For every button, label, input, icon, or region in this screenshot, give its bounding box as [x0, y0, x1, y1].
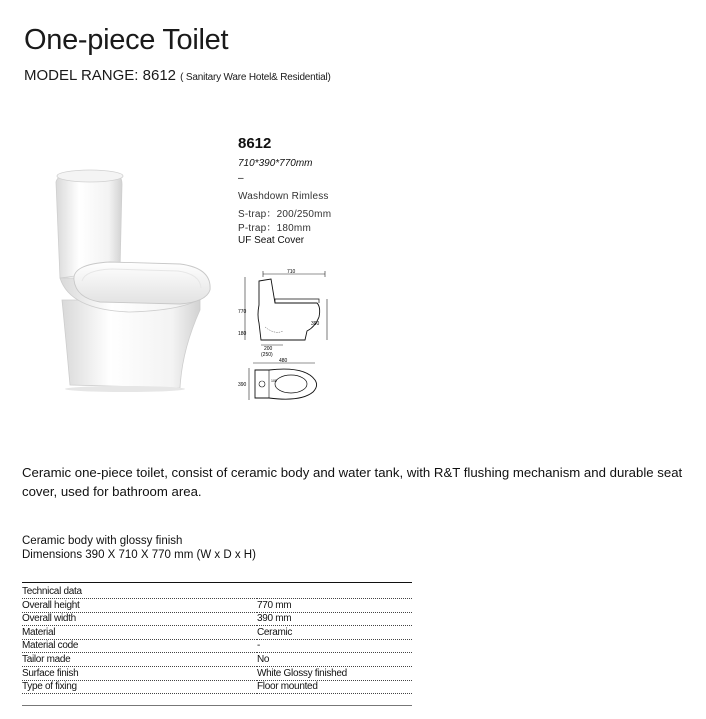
product-model: 8612 [238, 135, 272, 152]
technical-heading: Technical data [22, 583, 412, 599]
row-value: Floor mounted [257, 680, 412, 694]
row-label: Material [22, 626, 257, 640]
product-dash: – [238, 173, 244, 184]
dim-bottom-a: 200 [264, 346, 273, 352]
dim-top: 710 [287, 269, 296, 275]
top-view-drawing [235, 358, 335, 408]
row-value: No [257, 653, 412, 667]
spec-flush: Washdown Rimless [238, 191, 329, 202]
table-row [22, 612, 412, 626]
table-row [22, 680, 412, 694]
row-label: Tailor made [22, 653, 257, 667]
body-dimensions: Dimensions 390 X 710 X 770 mm (W x D x H) [22, 549, 256, 561]
model-range-label: MODEL RANGE: 8612 [24, 67, 176, 84]
dim-right: 390 [311, 321, 320, 327]
row-value: Ceramic [257, 626, 412, 640]
model-range [24, 67, 331, 84]
side-view-drawing [235, 265, 335, 360]
table-row [22, 599, 412, 613]
dim-top-depth: 390 [238, 382, 247, 388]
model-range-note: ( Sanitary Ware Hotel& Residential) [180, 72, 331, 83]
table-end-line [22, 705, 412, 706]
dim-height: 770 [238, 309, 247, 315]
row-value: 390 mm [257, 612, 412, 626]
spec-s-trap: S-trap：200/250mm [238, 209, 332, 220]
row-value: White Glossy finished [257, 666, 412, 680]
row-label: Material code [22, 639, 257, 653]
technical-data-table [22, 582, 412, 694]
product-description: Ceramic one-piece toilet, consist of ceramic body and water tank, with R&T flushing mechanism and durable seat cover, used for bathroom area. [22, 465, 683, 499]
dim-left-low: 180 [238, 331, 247, 337]
row-label: Overall width [22, 612, 257, 626]
dim-top-width: 480 [279, 358, 288, 364]
page-title: One-piece Toilet [24, 24, 229, 56]
row-label: Type of fixing [22, 680, 257, 694]
table-row [22, 653, 412, 667]
row-value: - [257, 639, 412, 653]
toilet-photo [30, 160, 230, 400]
product-dimensions: 710*390*770mm [238, 158, 313, 169]
table-row [22, 666, 412, 680]
row-label: Overall height [22, 599, 257, 613]
dim-top-inner: 100 [271, 379, 277, 383]
row-value: 770 mm [257, 599, 412, 613]
seat-cover: UF Seat Cover [238, 235, 305, 246]
dim-bottom-b: (250) [261, 352, 273, 358]
table-row [22, 626, 412, 640]
table-header-row [22, 583, 412, 599]
spec-p-trap: P-trap：180mm [238, 223, 311, 234]
body-finish: Ceramic body with glossy finish [22, 535, 183, 547]
row-label: Surface finish [22, 666, 257, 680]
table-row [22, 639, 412, 653]
